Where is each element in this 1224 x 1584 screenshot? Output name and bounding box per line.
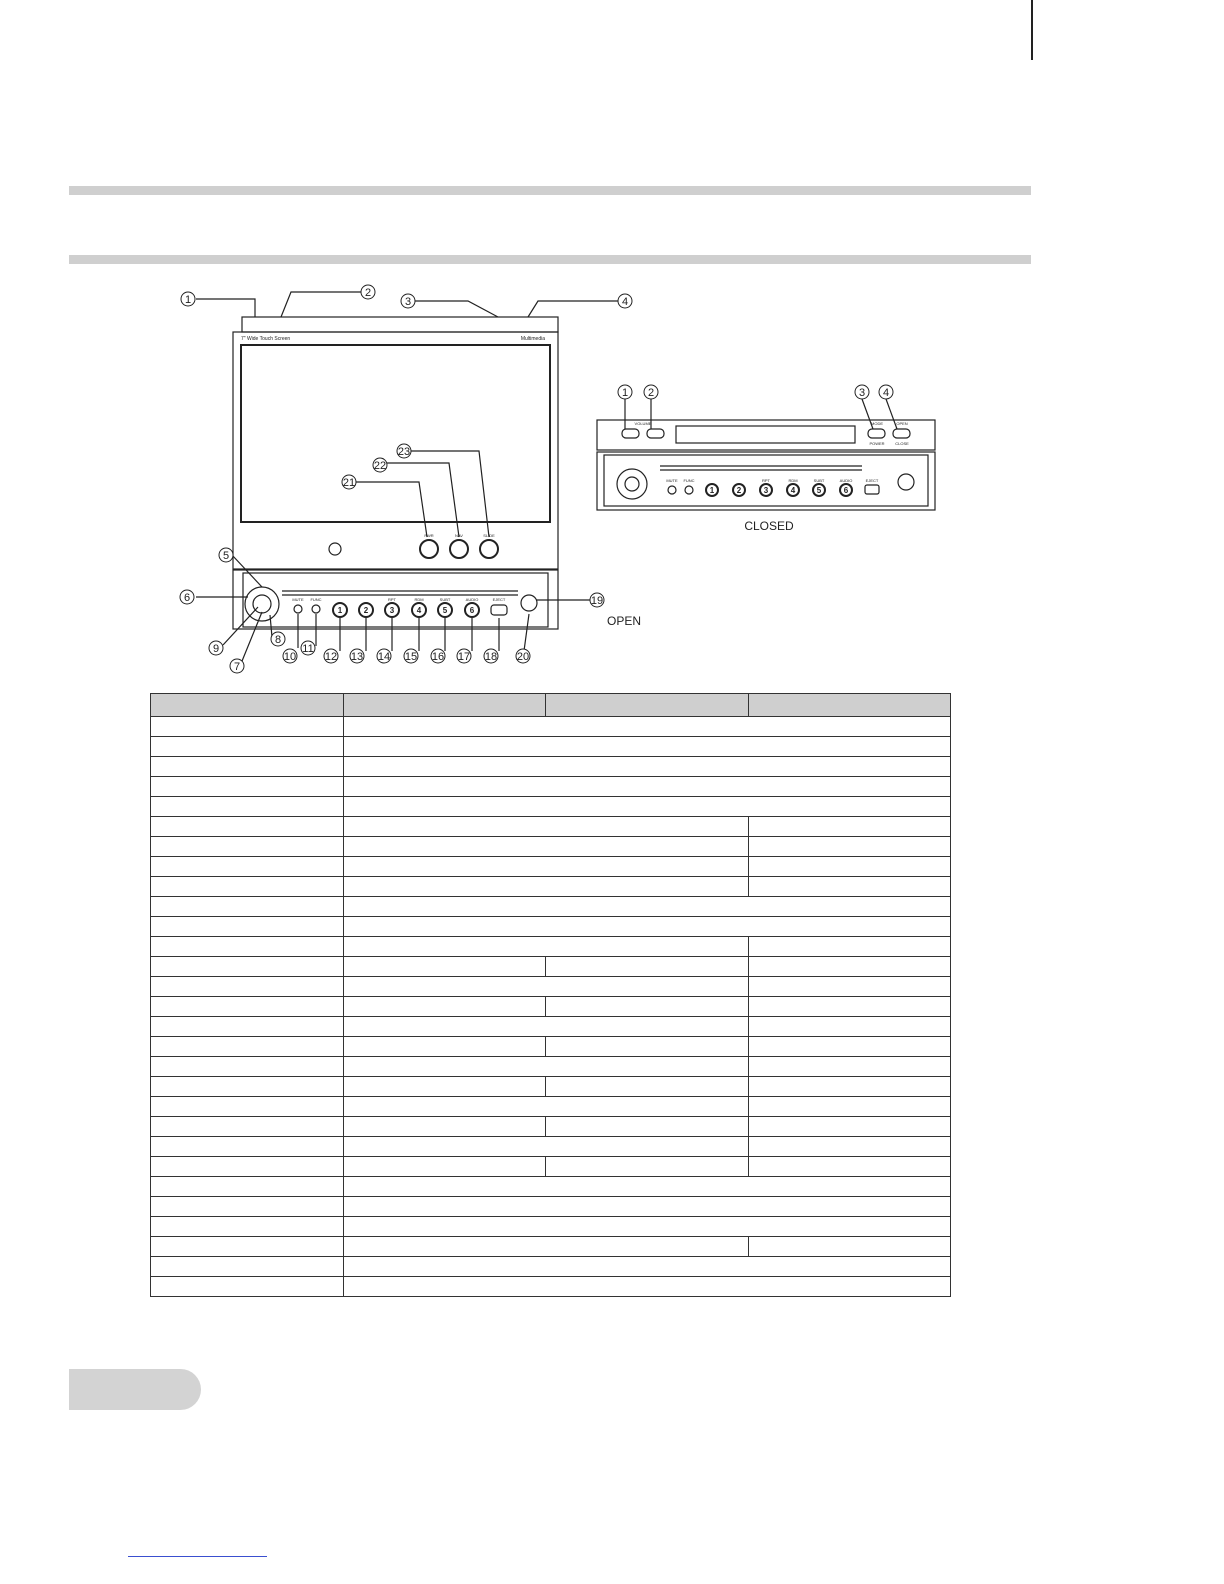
table-cell [344,797,951,817]
open-num-1: 1 [337,606,343,615]
table-cell [151,777,344,797]
page-number-tab [69,1369,201,1410]
table-cell [151,817,344,837]
table-row [151,857,951,877]
table-cell [748,957,950,977]
svg-text:8: 8 [274,634,282,646]
closed-num-2: 2 [736,486,742,495]
callout-closed-4 [879,385,893,399]
svg-text:22: 22 [373,460,387,472]
table-cell [344,1117,546,1137]
table-cell [344,1077,546,1097]
table-row [151,917,951,937]
table-cell [748,937,950,957]
table-cell [748,1057,950,1077]
table-cell [151,1177,344,1197]
screen-top-strip [242,317,558,332]
screen-btn-label-0: PWR [424,533,434,538]
table-cell [151,1017,344,1037]
footer-link-underline[interactable] [128,1556,267,1557]
table-cell [748,1037,950,1057]
svg-text:3: 3 [404,296,412,308]
table-row [151,1217,951,1237]
svg-text:20: 20 [516,651,530,663]
table-cell [748,977,950,997]
table-cell [546,1037,748,1057]
table-cell [344,757,951,777]
svg-text:19: 19 [590,595,604,607]
open-caption-3: AUDIO [465,597,479,602]
closed-panel-label-0: MUTE [666,478,678,483]
open-num-3: 3 [389,606,395,615]
table-row [151,737,951,757]
table-cell [344,957,546,977]
svg-text:7: 7 [233,661,241,673]
closed-panel-label-6: EJECT [865,478,879,483]
callout-open-15 [404,649,418,663]
table-row [151,1197,951,1217]
table-cell [344,1177,951,1197]
table-cell [748,817,950,837]
svg-text:21: 21 [342,477,356,489]
open-btn-label-0: MUTE [292,597,304,602]
table-row [151,897,951,917]
callout-open-13 [350,649,364,663]
svg-text:15: 15 [404,651,418,663]
table-cell [344,1217,951,1237]
table-cell [748,877,950,897]
table-cell [151,1077,344,1097]
svg-text:13: 13 [350,651,364,663]
svg-text:17: 17 [457,651,471,663]
table-cell [748,1157,950,1177]
table-cell [546,694,748,717]
table-cell [344,837,749,857]
table-cell [344,897,951,917]
slide-knob [480,540,498,558]
callout-open-21 [342,475,356,489]
table-cell [151,1217,344,1237]
closed-num-4: 4 [790,486,796,495]
svg-text:9: 9 [212,643,220,655]
table-cell [344,877,749,897]
table-cell [151,837,344,857]
closed-top-label-3: POWER [869,441,885,446]
closed-panel-label-2: RPT [762,478,770,483]
table-cell [344,1037,546,1057]
table-cell [151,957,344,977]
closed-top-label-2: OPEN [896,421,908,426]
table-cell [344,694,546,717]
svg-text:16: 16 [431,651,445,663]
closed-panel-label-5: AUDIO [839,478,853,483]
svg-text:5: 5 [222,550,230,562]
callout-open-6 [180,590,194,604]
callout-open-4 [618,294,632,308]
table-cell [546,1157,748,1177]
screen-caption-right: Multimedia [520,336,545,342]
table-cell [344,977,749,997]
table-cell [748,1237,950,1257]
callout-open-16 [431,649,445,663]
svg-text:4: 4 [621,296,629,308]
table-cell [151,737,344,757]
table-cell [151,997,344,1017]
table-cell [344,737,951,757]
table-cell [344,937,749,957]
table-cell [748,837,950,857]
table-cell [151,1037,344,1057]
callout-closed-1 [618,385,632,399]
open-num-5: 5 [442,606,448,615]
screen-btn-label-1: NAV [455,533,463,538]
svg-text:23: 23 [397,446,411,458]
table-cell [344,1237,749,1257]
table-cell [546,957,748,977]
closed-top-label-0: VOLUME [634,421,652,426]
closed-panel-label-1: FUNC [683,478,695,483]
table-cell [151,757,344,777]
svg-text:12: 12 [324,651,338,663]
closed-num-3: 3 [763,486,769,495]
table-cell [151,717,344,737]
table-cell [151,857,344,877]
front-buttons [294,603,507,617]
table-cell [344,857,749,877]
svg-text:1: 1 [621,387,629,399]
screen-btn-label-2: SLIDE [483,533,495,538]
table-row [151,717,951,737]
table-cell [151,1157,344,1177]
table-cell [748,1137,950,1157]
table-cell [344,1157,546,1177]
table-row [151,1057,951,1077]
table-row [151,1137,951,1157]
table-row [151,1237,951,1257]
svg-text:18: 18 [484,651,498,663]
open-caption-4: EJECT [492,597,506,602]
open-caption-0: RPT [388,597,396,602]
closed-state-label: CLOSED [744,519,794,533]
callout-closed-3 [855,385,869,399]
callout-open-7 [230,659,244,673]
table-cell [151,694,344,717]
closed-display [676,426,855,443]
table-row [151,1157,951,1177]
table-cell [151,1137,344,1157]
table-cell [151,897,344,917]
spec-table [150,693,951,1297]
closed-num-1: 1 [709,486,715,495]
svg-text:3: 3 [858,387,866,399]
table-cell [748,997,950,1017]
table-cell [748,694,950,717]
table-row [151,777,951,797]
table-row [151,1097,951,1117]
table-cell [344,1097,749,1117]
table-cell [151,937,344,957]
callout-open-11 [301,641,315,655]
callout-open-14 [377,649,391,663]
table-cell [344,917,951,937]
callout-open-17 [457,649,471,663]
callout-closed-2 [644,385,658,399]
callout-open-10 [283,649,297,663]
closed-top-label-1: MODE [871,421,883,426]
table-cell [151,917,344,937]
svg-text:6: 6 [183,592,191,604]
pwr-knob [420,540,438,558]
open-num-2: 2 [363,606,369,615]
table-cell [151,797,344,817]
table-row [151,1017,951,1037]
table-cell [546,1077,748,1097]
svg-text:2: 2 [364,287,372,299]
screen-display [241,345,550,522]
open-caption-2: SUBT [439,597,451,602]
closed-panel-label-3: RDM [788,478,798,483]
table-row [151,1177,951,1197]
table-row [151,997,951,1017]
table-cell [344,817,749,837]
open-unit-drawing [196,292,618,666]
callout-open-1 [181,292,195,306]
table-row [151,817,951,837]
table-cell [151,1197,344,1217]
table-cell [546,997,748,1017]
table-row [151,937,951,957]
svg-text:4: 4 [882,387,890,399]
table-row [151,694,951,717]
closed-num-6: 6 [843,486,849,495]
table-cell [546,1117,748,1137]
svg-text:1: 1 [184,294,192,306]
table-row [151,1117,951,1137]
svg-text:14: 14 [377,651,391,663]
table-cell [748,1017,950,1037]
table-cell [151,977,344,997]
callout-open-22 [373,458,387,472]
svg-text:10: 10 [283,651,297,663]
table-cell [344,1137,749,1157]
table-row [151,1037,951,1057]
table-row [151,1077,951,1097]
table-cell [748,1077,950,1097]
svg-text:11: 11 [302,643,314,655]
table-cell [748,1117,950,1137]
closed-panel-label-4: SUBT [813,478,825,483]
table-cell [151,1257,344,1277]
callout-open-23 [397,444,411,458]
table-row [151,977,951,997]
ir-sensor [521,595,537,611]
table-row [151,1277,951,1297]
table-row [151,1257,951,1277]
callout-open-18 [484,649,498,663]
open-num-4: 4 [416,606,422,615]
unit-diagram [0,0,1224,690]
callout-open-8 [271,632,285,646]
callout-open-19 [590,593,604,607]
screen-caption-left: 7" Wide Touch Screen [241,336,291,342]
table-cell [344,1057,749,1077]
open-state-label: OPEN [606,614,642,628]
table-cell [748,1097,950,1117]
screen-body [233,332,558,569]
table-cell [151,1237,344,1257]
screen-sensor [329,543,341,555]
callout-open-2 [361,285,375,299]
table-cell [748,857,950,877]
callout-open-5 [219,548,233,562]
diagram-svg [0,0,1224,690]
svg-text:2: 2 [647,387,655,399]
callout-open-3 [401,294,415,308]
table-cell [344,997,546,1017]
table-row [151,757,951,777]
table-cell [344,777,951,797]
table-cell [344,1197,951,1217]
table-row [151,837,951,857]
open-caption-1: RDM [414,597,424,602]
table-cell [344,1277,951,1297]
table-row [151,957,951,977]
callout-open-20 [516,649,530,663]
closed-top-label-4: CLOSE [895,441,909,446]
table-cell [344,1017,749,1037]
callout-open-9 [209,641,223,655]
open-btn-label-1: FUNC [310,597,322,602]
table-cell [151,1277,344,1297]
callout-open-12 [324,649,338,663]
nav-knob [450,540,468,558]
table-cell [344,1257,951,1277]
table-cell [151,877,344,897]
table-cell [151,1097,344,1117]
closed-num-5: 5 [816,486,822,495]
table-cell [344,717,951,737]
table-cell [151,1117,344,1137]
table-row [151,877,951,897]
table-row [151,797,951,817]
table-cell [151,1057,344,1077]
open-num-6: 6 [469,606,475,615]
